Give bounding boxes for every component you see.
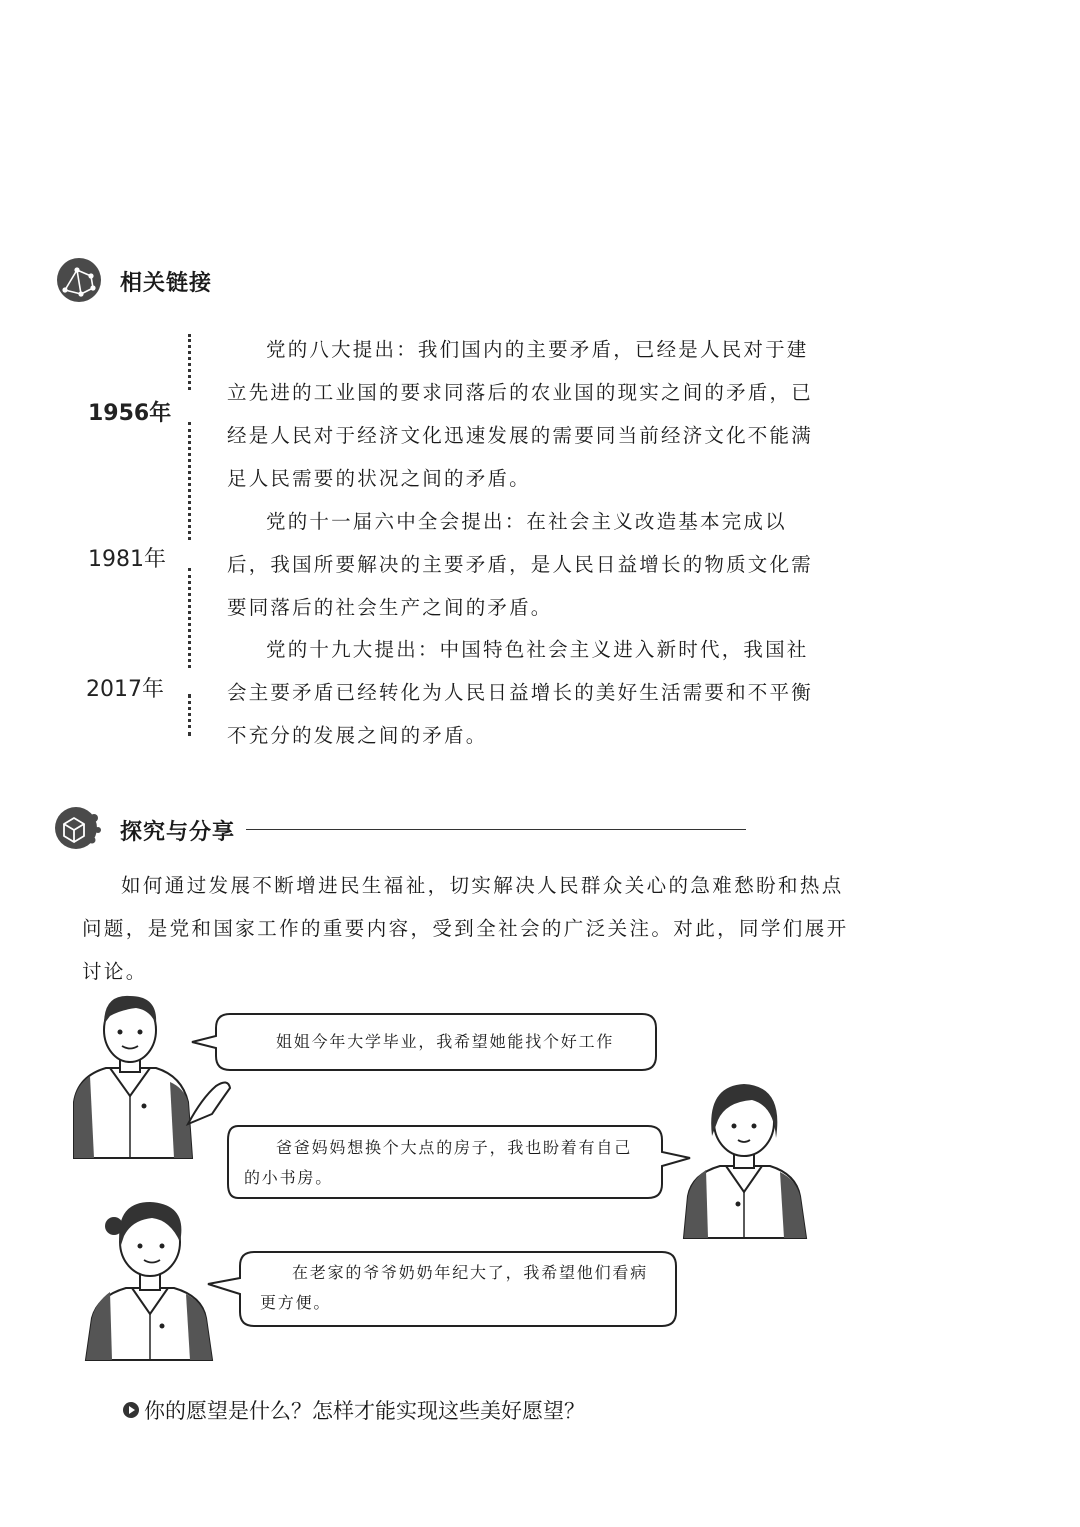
speech-bubble-text: 爸爸妈妈想换个大点的房子，我也盼着有自己的小书房。 [244, 1138, 633, 1187]
speech-bubble-text: 在老家的爷爷奶奶年纪大了，我希望他们看病更方便。 [260, 1263, 649, 1312]
timeline-divider [188, 334, 191, 390]
timeline-divider [188, 568, 191, 668]
explore-cube-icon [54, 804, 102, 852]
discussion-question: 你的愿望是什么？怎样才能实现这些美好愿望？ [144, 1399, 585, 1423]
timeline-paragraph: 党的八大提出：我们国内的主要矛盾，已经是人民对于建立先进的工业国的要求同落后的农业国的现实之间的矛盾，已经是人民对于经济文化迅速发展的需要同当前经济文化不能满足人民需要的状况之间的矛盾。 [227, 338, 813, 490]
related-link-title: 相关链接 [120, 271, 213, 296]
girl-student-illustration-left [82, 1192, 222, 1362]
section-rule [246, 829, 746, 830]
explore-intro: 如何通过发展不断增进民生福祉，切实解决人民群众关心的急难愁盼和热点问题，是党和国家工作的重要内容，受到全社会的广泛关注。对此，同学们展开讨论。 [82, 874, 849, 983]
timeline-paragraph: 党的十一届六中全会提出：在社会主义改造基本完成以后，我国所要解决的主要矛盾，是人民日益增长的物质文化需要同落后的社会生产之间的矛盾。 [227, 510, 813, 619]
year-label: 2017年 [86, 677, 164, 702]
play-bullet-icon [122, 1401, 140, 1419]
timeline-divider [188, 422, 191, 540]
timeline-divider [188, 694, 191, 736]
globe-icon [55, 256, 103, 304]
girl-student-illustration-right [680, 1076, 810, 1241]
explore-title: 探究与分享 [120, 820, 236, 845]
year-label: 1956年 [88, 401, 172, 426]
speech-bubble-text: 姐姐今年大学毕业，我希望她能找个好工作 [276, 1032, 615, 1051]
timeline-paragraph: 党的十九大提出：中国特色社会主义进入新时代，我国社会主要矛盾已经转化为人民日益增长的美好生活需要和不平衡不充分的发展之间的矛盾。 [227, 638, 813, 747]
year-label: 1981年 [88, 547, 166, 572]
